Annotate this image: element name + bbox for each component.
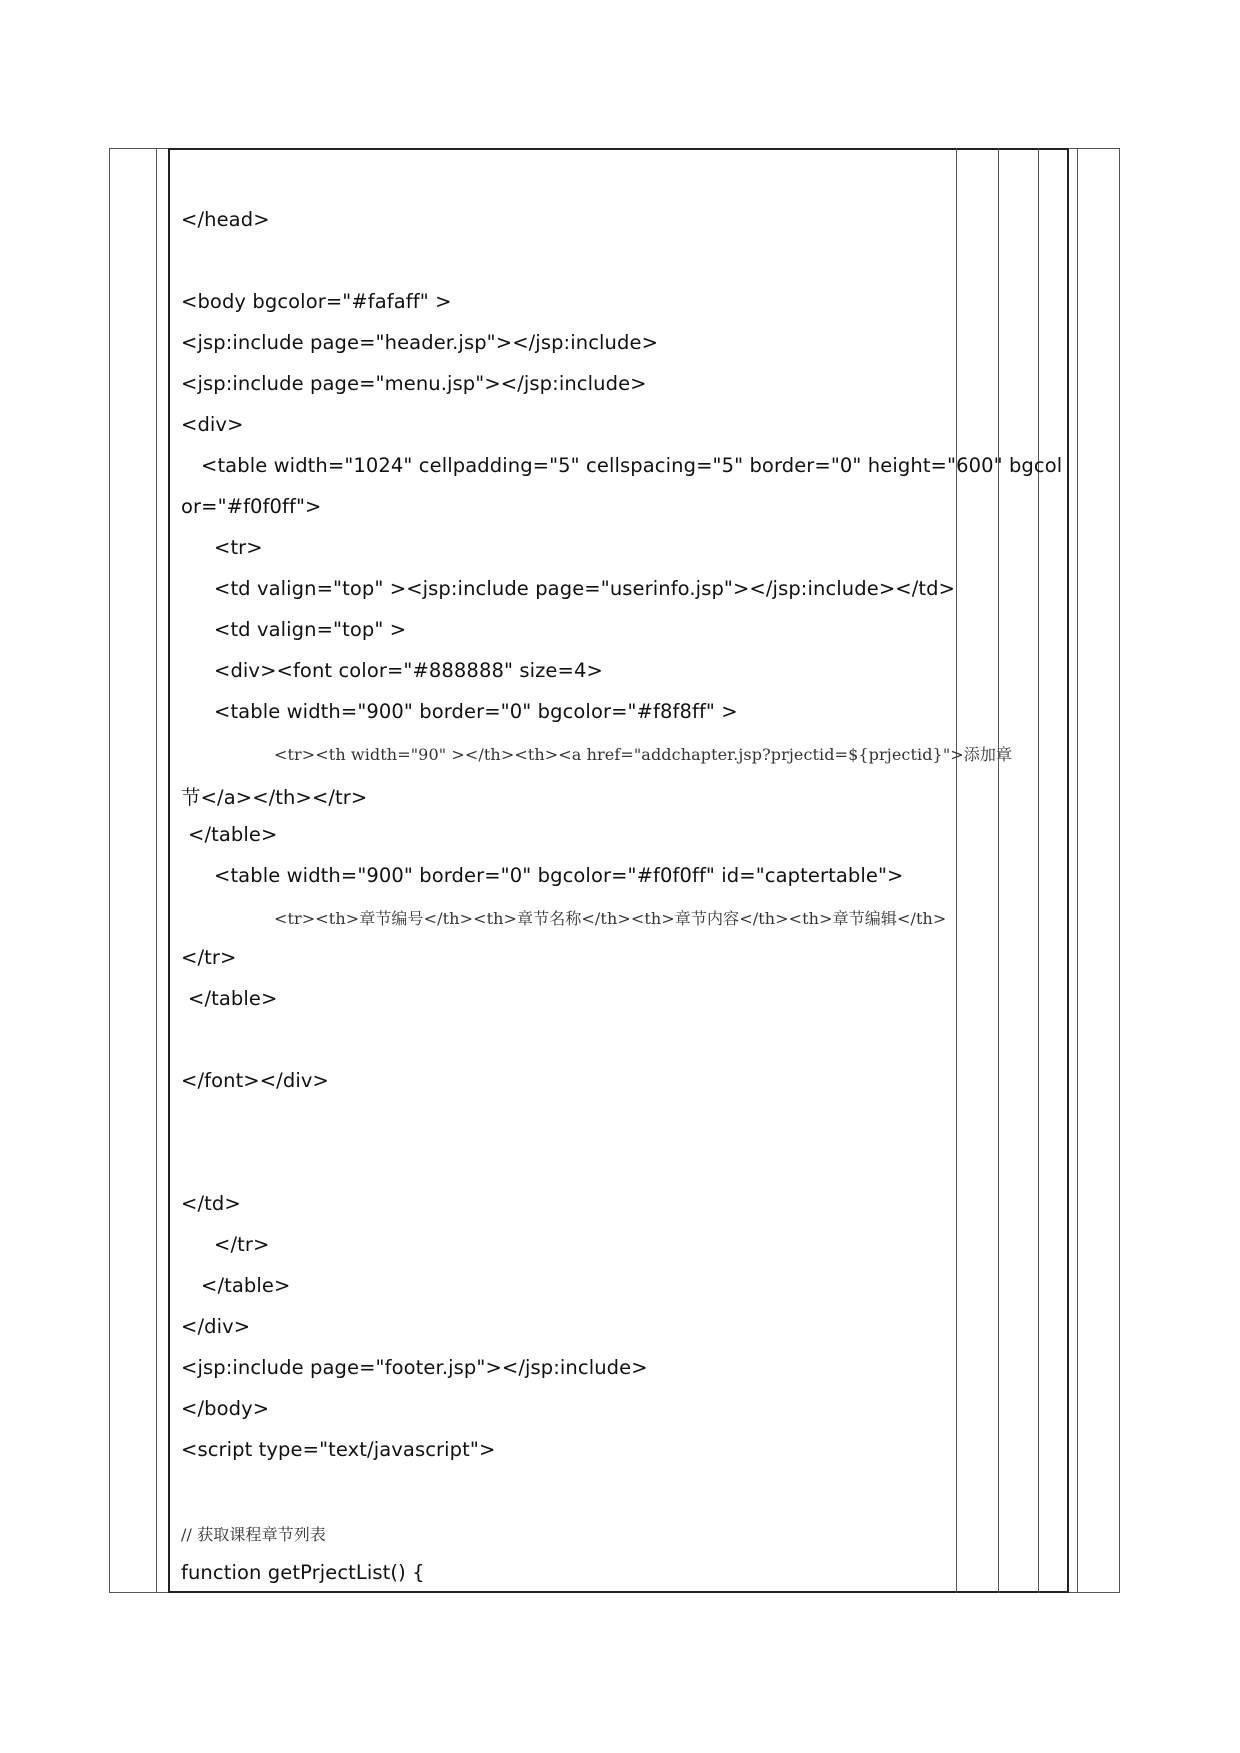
column-divider xyxy=(156,148,157,1593)
column-divider xyxy=(1077,148,1078,1593)
code-line: </table> xyxy=(188,823,278,846)
code-line: <td valign="top" > xyxy=(214,618,407,641)
code-line: function getPrjectList() { xyxy=(181,1561,425,1584)
code-line: <div><font color="#888888" size=4> xyxy=(214,659,603,682)
column-divider xyxy=(998,148,999,1593)
code-line: </body> xyxy=(181,1397,270,1420)
code-line: <td valign="top" ><jsp:include page="userinfo.jsp"></jsp:include></td> xyxy=(214,577,956,600)
code-line: </font></div> xyxy=(181,1069,329,1092)
code-line: </tr> xyxy=(214,1233,270,1256)
code-line: 节</a></th></tr> xyxy=(181,786,368,809)
code-line: <script type="text/javascript"> xyxy=(181,1438,496,1461)
column-divider xyxy=(956,148,957,1593)
code-line: <jsp:include page="menu.jsp"></jsp:include> xyxy=(181,372,647,395)
code-line: <tr><th>章节编号</th><th>章节名称</th><th>章节内容</th><th>章节编辑</th> xyxy=(274,909,947,928)
code-line: <table width="1024" cellpadding="5" cellspacing="5" border="0" height="600" bgcol xyxy=(201,454,1063,477)
code-line: <table width="900" border="0" bgcolor="#f8f8ff" > xyxy=(214,700,738,723)
code-line: </div> xyxy=(181,1315,251,1338)
code-comment: // 获取课程章节列表 xyxy=(181,1525,326,1544)
code-line: <tr> xyxy=(214,536,263,559)
code-line: </td> xyxy=(181,1192,241,1215)
code-line: or="#f0f0ff"> xyxy=(181,495,322,518)
code-line: <div> xyxy=(181,413,244,436)
code-line: </tr> xyxy=(181,946,237,969)
code-line: <body bgcolor="#fafaff" > xyxy=(181,290,452,313)
code-line: </table> xyxy=(201,1274,291,1297)
code-line: <tr><th width="90" ></th><th><a href="addchapter.jsp?prjectid=${prjectid}">添加章 xyxy=(274,745,1013,764)
code-line: </table> xyxy=(188,987,278,1010)
code-line: <jsp:include page="footer.jsp"></jsp:include> xyxy=(181,1356,648,1379)
code-line: </head> xyxy=(181,208,270,231)
column-divider xyxy=(1038,148,1039,1593)
code-line: <jsp:include page="header.jsp"></jsp:include> xyxy=(181,331,659,354)
code-line: <table width="900" border="0" bgcolor="#f0f0ff" id="captertable"> xyxy=(214,864,904,887)
